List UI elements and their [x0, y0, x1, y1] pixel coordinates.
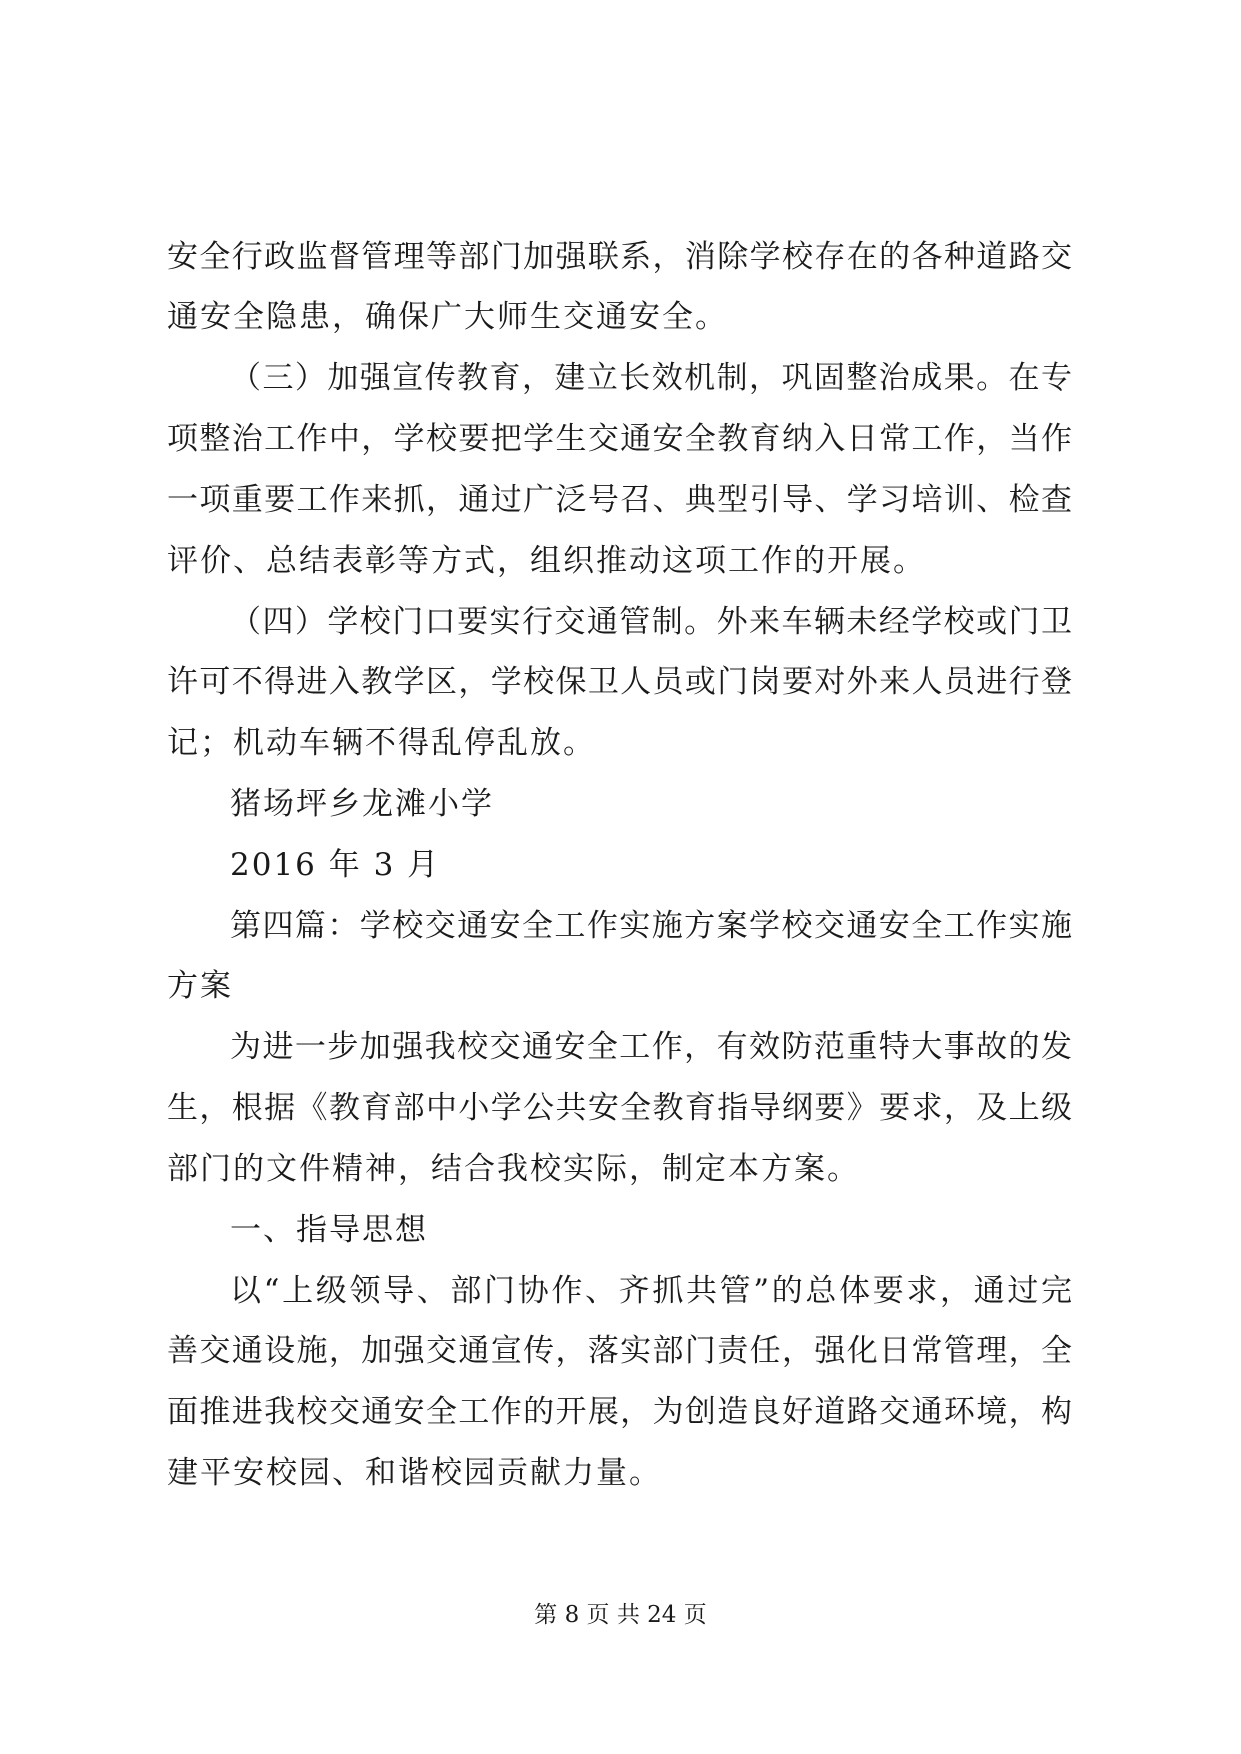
body-text-line: 通安全隐患，确保广大师生交通安全。	[167, 299, 728, 335]
body-text-line: 一项重要工作来抓，通过广泛号召、典型引导、学习培训、检查	[167, 482, 1072, 518]
paragraph-4-heading: （四）学校门口要实行交通管制。外来车辆未经学校或门卫	[230, 604, 1072, 640]
body-text-line: 许可不得进入教学区，学校保卫人员或门岗要对外来人员进行登	[167, 664, 1072, 700]
body-text-line: 以“上级领导、部门协作、齐抓共管”的总体要求，通过完	[230, 1273, 1072, 1309]
body-text-line: 生，根据《教育部中小学公共安全教育指导纲要》要求，及上级	[167, 1090, 1072, 1126]
body-text-line: 项整治工作中，学校要把学生交通安全教育纳入日常工作，当作	[167, 421, 1072, 457]
body-text-line: 记；机动车辆不得乱停乱放。	[167, 725, 596, 761]
section-title-continued: 方案	[167, 968, 233, 1004]
paragraph-3-heading: （三）加强宣传教育，建立长效机制，巩固整治成果。在专	[230, 360, 1072, 396]
section-title: 第四篇：学校交通安全工作实施方案学校交通安全工作实施	[230, 908, 1072, 944]
page-footer: 第 8 页 共 24 页	[534, 1602, 707, 1628]
signature-date: 2016 年 3 月	[230, 847, 441, 883]
school-signature: 猪场坪乡龙滩小学	[230, 786, 494, 822]
body-text-line: 建平安校园、和谐校园贡献力量。	[167, 1455, 662, 1491]
body-text-line: 评价、总结表彰等方式，组织推动这项工作的开展。	[167, 543, 926, 579]
body-text-line: 为进一步加强我校交通安全工作，有效防范重特大事故的发	[230, 1029, 1072, 1065]
body-text-line: 善交通设施，加强交通宣传，落实部门责任，强化日常管理，全	[167, 1333, 1072, 1369]
subsection-heading: 一、指导思想	[230, 1212, 428, 1248]
body-text-line: 安全行政监督管理等部门加强联系，消除学校存在的各种道路交	[167, 239, 1072, 275]
body-text-line: 部门的文件精神，结合我校实际，制定本方案。	[167, 1151, 860, 1187]
body-text-line: 面推进我校交通安全工作的开展，为创造良好道路交通环境，构	[167, 1394, 1072, 1430]
